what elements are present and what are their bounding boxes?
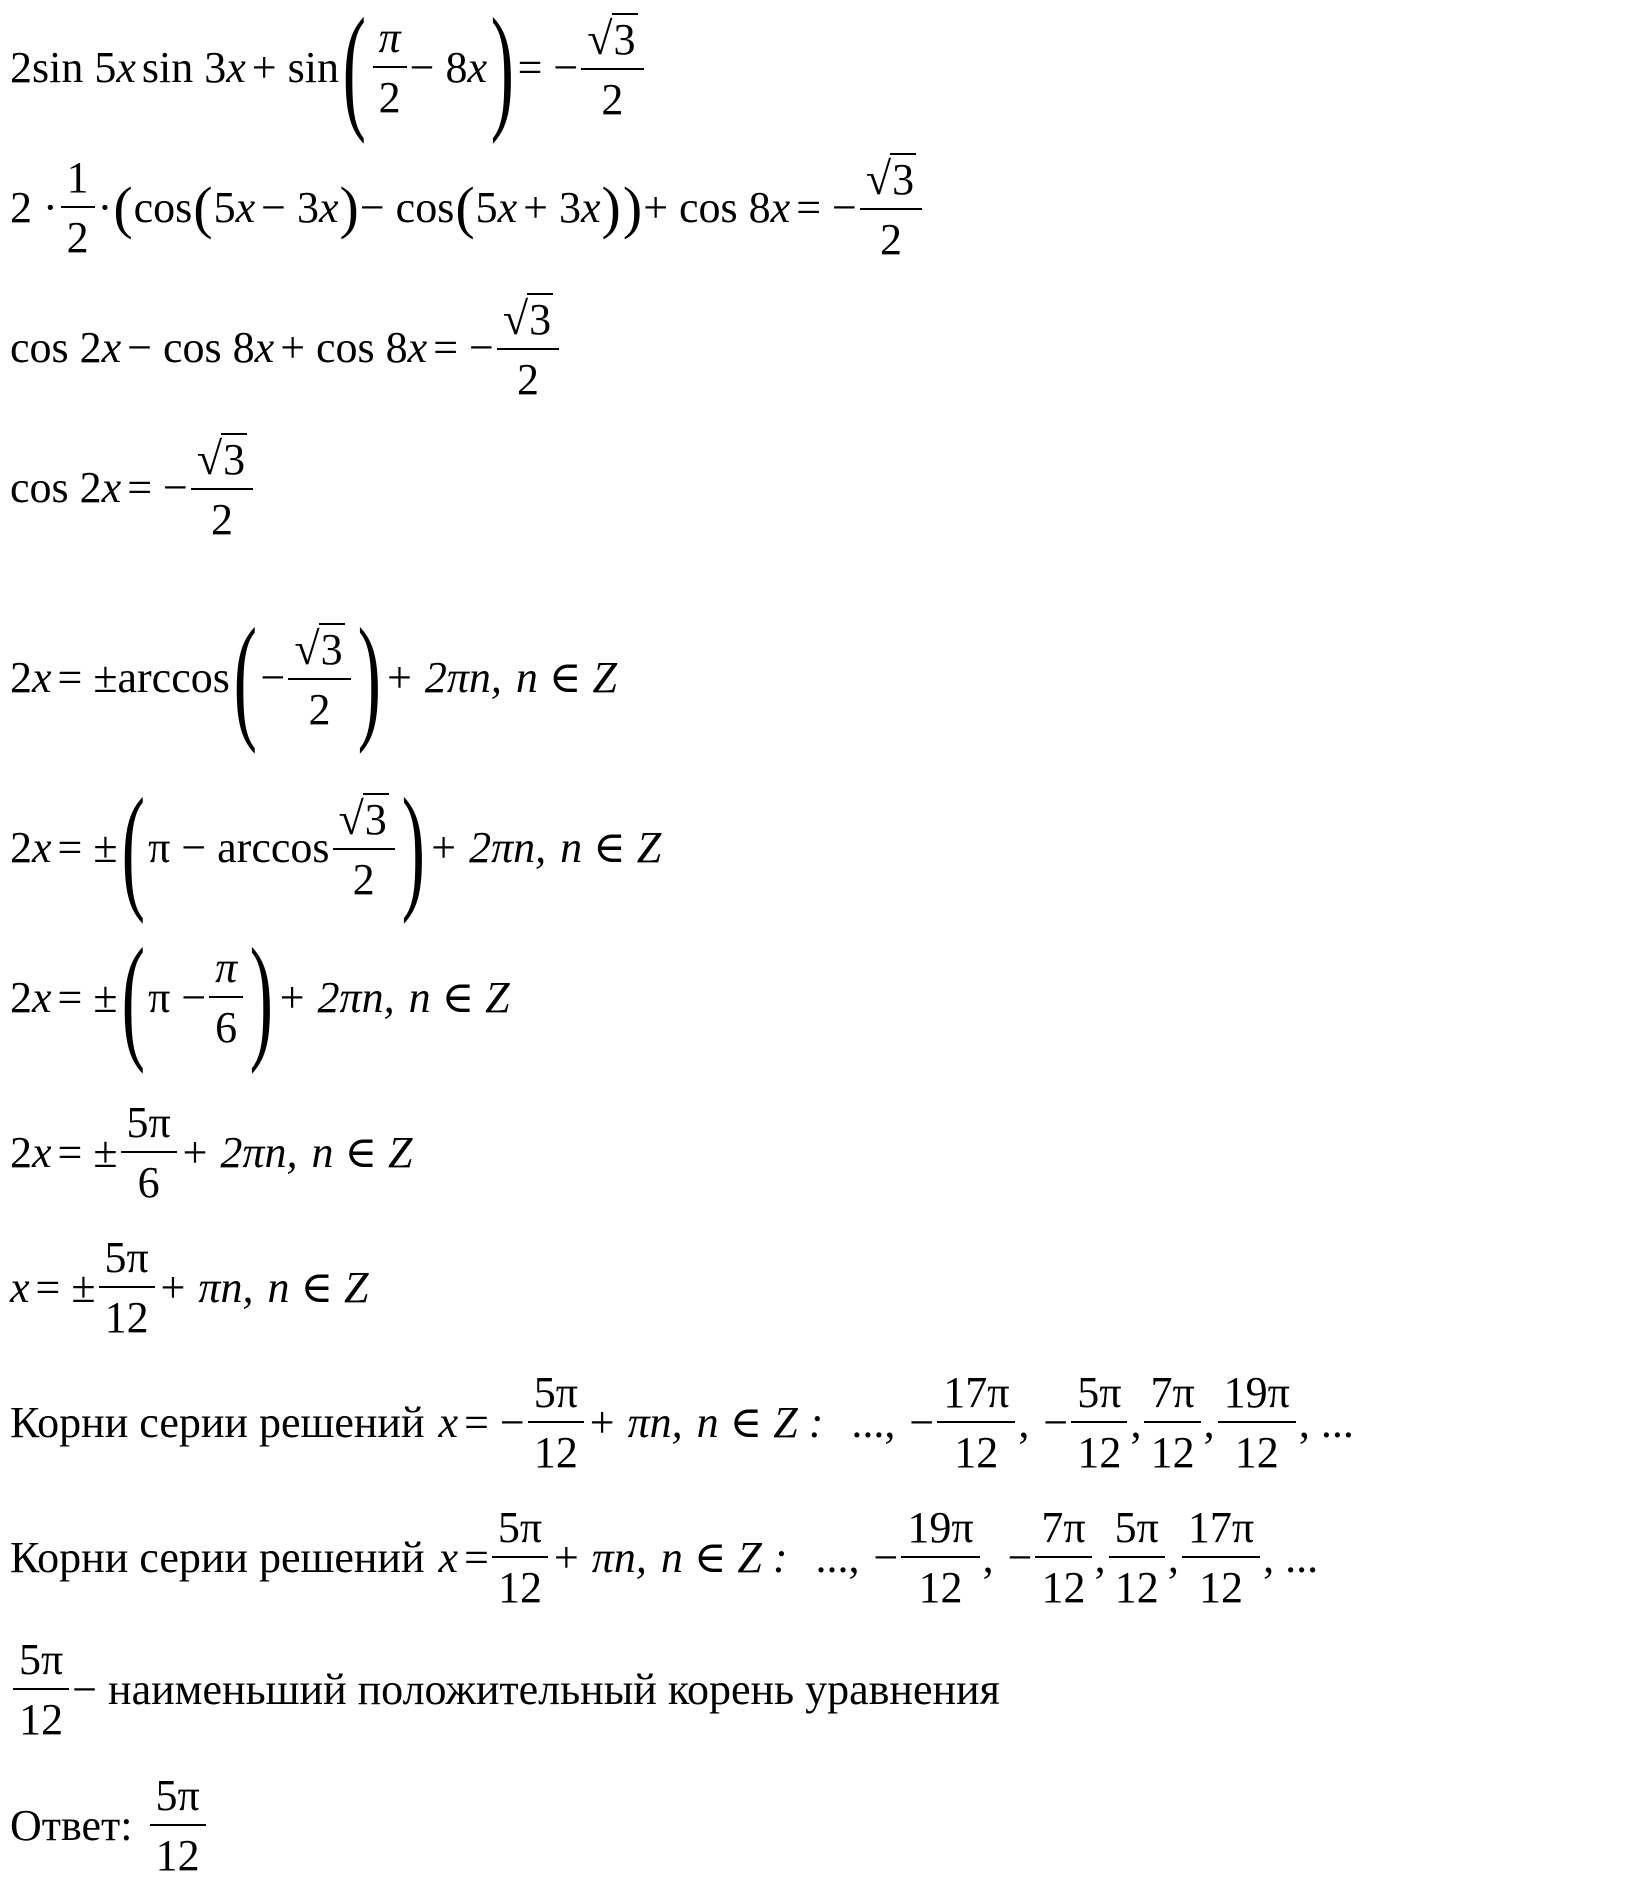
radical-sign-icon: √	[587, 13, 613, 64]
fraction-numerator: 19π	[907, 1502, 974, 1552]
equals-pm-arccos: = ±arccos	[57, 652, 230, 702]
comma: ,	[1130, 1397, 1142, 1447]
root-fraction	[1071, 1367, 1127, 1477]
roots-series-label: Корни серии решений	[10, 1397, 425, 1447]
integer-condition: n ∈ Z	[311, 1127, 413, 1177]
radicand: 3	[223, 435, 246, 484]
fraction-sqrt3-over-2	[497, 293, 559, 402]
ellipsis-end: , ...	[1298, 1397, 1354, 1447]
sqrt-3	[581, 13, 643, 68]
fraction-denominator: 2	[516, 355, 539, 404]
radical-sign-icon: √	[338, 793, 364, 844]
var-x: x	[101, 462, 122, 512]
right-paren: )	[249, 919, 274, 1075]
sqrt-3	[333, 793, 395, 848]
right-paren: )	[357, 599, 381, 755]
plus-3: + 3	[523, 182, 581, 232]
radical-sign-icon: √	[294, 623, 320, 674]
period-term: + 2πn,	[384, 652, 502, 702]
minus-8: − 8	[409, 42, 468, 92]
equals-minus: = −	[796, 182, 857, 232]
equation-line-7	[10, 919, 510, 1075]
fraction-denominator: 12	[1150, 1427, 1195, 1477]
radicand: 3	[613, 15, 636, 64]
minus-cos: − cos	[359, 182, 455, 232]
left-paren: (	[121, 769, 145, 925]
cos-2: cos 2	[10, 462, 102, 512]
fraction-denominator: 12	[104, 1292, 149, 1342]
radicand: 3	[529, 295, 552, 344]
fraction-numerator: 5π	[104, 1232, 149, 1282]
equation-line-2	[10, 150, 925, 265]
ellipsis: ...,	[851, 1397, 896, 1447]
comma: ,	[1018, 1397, 1030, 1447]
right-paren: )	[401, 769, 425, 925]
roots-series-line-1	[10, 1365, 1354, 1480]
expr-sin3x-part: sin 3	[141, 42, 227, 92]
comma: ,	[1167, 1532, 1179, 1582]
fraction-denominator: 12	[155, 1830, 200, 1880]
fraction-denominator: 12	[954, 1427, 999, 1477]
equals-pm: = ±	[35, 1262, 96, 1312]
fraction-sqrt3-over-2	[288, 623, 350, 732]
answer-label: Ответ:	[10, 1800, 133, 1850]
fraction-numerator: π	[378, 12, 401, 62]
fraction-denominator: 2	[601, 75, 624, 124]
pi-minus: π −	[148, 972, 207, 1022]
var-x: x	[407, 322, 428, 372]
minus-sign: −	[873, 1532, 899, 1582]
answer-line	[10, 1768, 209, 1883]
equation-line-5	[10, 600, 617, 755]
var-x: x	[254, 322, 275, 372]
two-times: 2 ·	[10, 182, 58, 232]
fraction-numerator: 17π	[943, 1367, 1010, 1417]
period-term: + 2πn,	[428, 822, 547, 872]
plus-sin: + sin	[251, 42, 339, 92]
fraction-sqrt3-over-2	[860, 153, 922, 262]
fraction-sqrt3-over-2	[333, 793, 395, 902]
fraction-denominator: 2	[352, 855, 375, 904]
fraction-denominator: 2	[210, 495, 233, 544]
equals-minus: = −	[464, 1397, 525, 1447]
sqrt-3	[497, 293, 559, 348]
left-paren: (	[121, 919, 145, 1075]
expr-2sin5x-part: 2sin 5	[10, 42, 117, 92]
fraction-denominator: 12	[1198, 1562, 1243, 1612]
radicand: 3	[892, 155, 915, 204]
var-x: x	[32, 652, 52, 702]
radical-sign-icon: √	[196, 433, 223, 484]
radicand: 3	[364, 795, 387, 844]
fraction-pi-over-6	[209, 942, 243, 1052]
comma: ,	[982, 1532, 994, 1582]
var-x: x	[10, 1262, 30, 1312]
right-paren: )	[601, 174, 621, 240]
fraction-numerator: 17π	[1187, 1502, 1255, 1552]
fraction-numerator: 5π	[497, 1502, 543, 1552]
fraction-5pi-over-6	[121, 1097, 177, 1207]
fraction-numerator: 5π	[533, 1367, 578, 1417]
root-fraction	[1182, 1502, 1260, 1612]
comma: ,	[1094, 1532, 1106, 1582]
answer-fraction	[150, 1770, 206, 1880]
smallest-root-text: − наименьший положительный корень уравнения	[72, 1664, 1000, 1714]
cos-label: cos	[133, 182, 193, 232]
fraction-numerator: 1	[66, 152, 89, 202]
var-x: x	[770, 182, 791, 232]
root-fraction	[1144, 1367, 1200, 1477]
minus-sign: −	[1043, 1397, 1069, 1447]
fraction-5pi-over-12	[13, 1634, 69, 1744]
equals-pm: = ±	[57, 822, 118, 872]
minus-sign: −	[909, 1397, 935, 1447]
period-term: + πn,	[157, 1262, 254, 1312]
plus-cos8: + cos 8	[280, 322, 408, 372]
sqrt-3	[288, 623, 350, 678]
var-x: x	[318, 182, 339, 232]
coef-2: 2	[10, 822, 32, 872]
fraction-5pi-over-12	[528, 1367, 584, 1477]
roots-series-label: Корни серии решений	[10, 1532, 425, 1582]
integer-condition: n ∈ Z :	[660, 1532, 788, 1582]
dot-operator: ·	[97, 182, 113, 232]
pi-minus-arccos: π − arccos	[148, 822, 330, 872]
equation-line-9	[10, 1230, 369, 1345]
period-term: + 2πn,	[276, 972, 395, 1022]
root-fraction	[1109, 1502, 1165, 1612]
comma: ,	[1203, 1397, 1215, 1447]
var-x: x	[438, 1397, 459, 1447]
fraction-numerator: 7π	[1041, 1502, 1086, 1552]
left-paren: (	[342, 0, 366, 145]
var-x: x	[32, 822, 52, 872]
root-fraction	[937, 1367, 1015, 1477]
root-fraction	[901, 1502, 979, 1612]
period-term: + πn,	[586, 1397, 683, 1447]
equation-line-1	[10, 0, 647, 145]
root-fraction	[1035, 1502, 1091, 1612]
period-term: + 2πn,	[179, 1127, 298, 1177]
fraction-denominator: 12	[918, 1562, 963, 1612]
var-x: x	[101, 322, 122, 372]
fraction-sqrt3-over-2	[191, 433, 253, 542]
var-x: x	[32, 1127, 52, 1177]
minus-sign: −	[1007, 1532, 1033, 1582]
fraction-denominator: 2	[66, 212, 89, 262]
var-x: x	[235, 182, 256, 232]
left-paren: (	[455, 174, 475, 240]
fraction-numerator: π	[215, 942, 238, 992]
equals-pm: = ±	[57, 1127, 118, 1177]
right-paren: )	[622, 174, 643, 240]
integer-condition: n ∈ Z	[560, 822, 662, 872]
equation-line-3	[10, 290, 562, 405]
fraction-denominator: 12	[533, 1427, 578, 1477]
smallest-root-line	[10, 1632, 1000, 1747]
minus-3: − 3	[261, 182, 319, 232]
equation-line-8	[10, 1095, 413, 1210]
fraction-numerator: 5π	[126, 1097, 171, 1147]
fraction-5pi-over-12	[99, 1232, 155, 1342]
fraction-denominator: 2	[308, 685, 331, 734]
fraction-denominator: 12	[1234, 1427, 1279, 1477]
fraction-5pi-over-12	[492, 1502, 548, 1612]
fraction-denominator: 12	[498, 1562, 542, 1612]
left-paren: (	[113, 174, 133, 240]
integer-condition: n ∈ Z	[267, 1262, 369, 1312]
minus-sign: −	[260, 652, 286, 702]
fraction-denominator: 12	[19, 1694, 64, 1744]
fraction-pi-over-2	[373, 12, 407, 122]
fraction-denominator: 2	[378, 72, 401, 122]
integer-condition: n ∈ Z	[408, 972, 510, 1022]
var-x: x	[116, 42, 136, 92]
root-fraction	[1218, 1367, 1296, 1477]
roots-series-line-2	[10, 1500, 1318, 1615]
ellipsis-end: , ...	[1263, 1532, 1319, 1582]
var-x: x	[581, 182, 601, 232]
coef-2: 2	[10, 1127, 32, 1177]
radical-sign-icon: √	[502, 293, 529, 344]
radical-sign-icon: √	[865, 153, 892, 204]
ellipsis: ...,	[815, 1532, 860, 1582]
fraction-numerator: 5π	[1077, 1367, 1122, 1417]
fraction-numerator: 19π	[1223, 1367, 1290, 1417]
fraction-sqrt3-over-2	[581, 13, 643, 122]
equals-minus: = −	[517, 42, 579, 92]
equals-pm: = ±	[57, 972, 118, 1022]
var-x: x	[467, 42, 487, 92]
cos-2: cos 2	[10, 322, 102, 372]
coef-2: 2	[10, 972, 32, 1022]
equation-line-6	[10, 769, 662, 925]
fraction-numerator: 5π	[155, 1770, 200, 1820]
fraction-denominator: 6	[215, 1002, 238, 1052]
period-term: + πn,	[551, 1532, 647, 1582]
var-x: x	[438, 1532, 459, 1582]
fraction-denominator: 2	[879, 215, 902, 264]
sqrt-3	[191, 433, 253, 488]
radicand: 3	[320, 625, 343, 674]
coef-5: 5	[213, 182, 236, 232]
coef-2: 2	[10, 652, 32, 702]
var-x: x	[497, 182, 518, 232]
equals-minus: = −	[433, 322, 494, 372]
fraction-numerator: 5π	[19, 1634, 64, 1684]
fraction-denominator: 12	[1077, 1427, 1122, 1477]
left-paren: (	[193, 174, 213, 240]
var-x: x	[32, 972, 52, 1022]
left-paren: (	[233, 599, 257, 755]
fraction-denominator: 12	[1041, 1562, 1086, 1612]
right-paren: )	[490, 0, 514, 145]
equals-minus: = −	[127, 462, 188, 512]
fraction-denominator: 12	[1114, 1562, 1159, 1612]
coef-5: 5	[475, 182, 498, 232]
plus-cos8: + cos 8	[643, 182, 771, 232]
right-paren: )	[339, 174, 359, 240]
equation-line-4	[10, 430, 256, 545]
integer-condition: n ∈ Z :	[696, 1397, 824, 1447]
fraction-1-over-2	[61, 152, 95, 262]
fraction-numerator: 5π	[1114, 1502, 1159, 1552]
equals: =	[464, 1532, 489, 1582]
fraction-numerator: 7π	[1150, 1367, 1195, 1417]
sqrt-3	[860, 153, 922, 208]
integer-condition: n ∈ Z	[515, 652, 617, 702]
var-x: x	[226, 42, 246, 92]
minus-cos8: − cos 8	[127, 322, 255, 372]
fraction-denominator: 6	[137, 1157, 160, 1207]
